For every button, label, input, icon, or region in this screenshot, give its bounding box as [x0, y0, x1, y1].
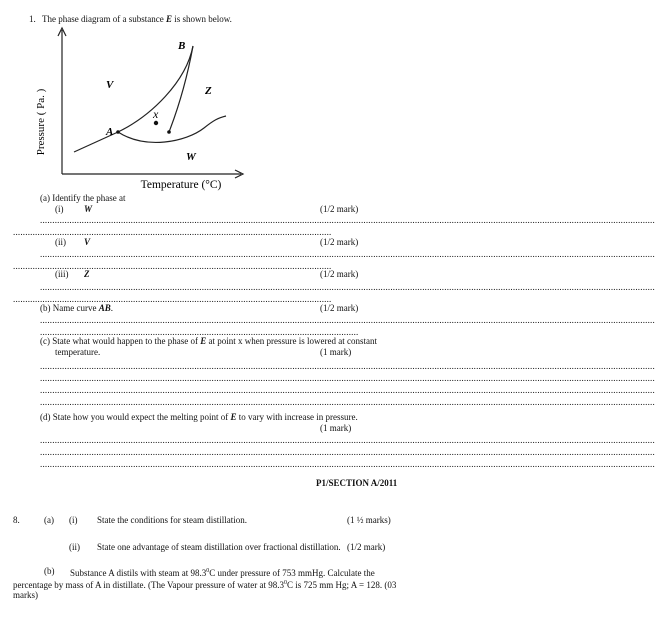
question-8-b-line2: percentage by mass of A in distillate. (The Vapour pressure of water at 98.3$^0$C is 725 mm Hg; A = 128. (03	[13, 580, 397, 590]
point-junction-marker	[167, 130, 171, 134]
question-8-part-a-label: (a)	[44, 515, 54, 525]
point-a-marker	[116, 130, 120, 134]
question-1-stem: The phase diagram of a substance E is shown below.	[42, 14, 232, 24]
part-d-marks: (1 mark)	[320, 423, 352, 433]
answer-line: ..................................................................................................................................	[13, 261, 332, 271]
point-x-marker	[154, 121, 158, 125]
question-8-b-line1: Substance A distils with steam at 98.3$^0$C under pressure of 753 mmHg. Calculate the	[70, 568, 375, 578]
region-v-label: V	[106, 79, 114, 91]
part-a-i-letter: W	[84, 204, 93, 214]
answer-line: ...........................................................................................................................................................................................................................................................	[40, 397, 655, 407]
part-a-ii-marks: (1/2 mark)	[320, 237, 359, 247]
question-8-a-ii-text: State one advantage of steam distillation over fractional distillation.	[97, 542, 341, 552]
question-8-a-ii-roman: (ii)	[69, 542, 80, 552]
part-a-i-marks: (1/2 mark)	[320, 204, 359, 214]
answer-line: ..................................................................................................................................	[13, 227, 332, 237]
question-1-number: 1.	[29, 14, 36, 24]
answer-line: ...........................................................................................................................................................................................................................................................	[40, 459, 655, 469]
part-b-question: (b) Name curve AB.	[40, 303, 113, 313]
question-8-a-i-roman: (i)	[69, 515, 78, 525]
question-8-a-ii-marks: (1/2 mark)	[347, 542, 386, 552]
part-a-ii-roman: (ii)	[55, 237, 66, 247]
y-axis-label: Pressure ( Pa. )	[35, 88, 47, 156]
phase-diagram	[36, 24, 246, 192]
answer-line: ...........................................................................................................................................................................................................................................................	[40, 447, 655, 457]
question-8-a-i-marks: (1 ½ marks)	[347, 515, 391, 525]
answer-line: ..................................................................................................................................	[13, 294, 332, 304]
part-a-iii-marks: (1/2 mark)	[320, 269, 359, 279]
answer-line: ...........................................................................................................................................................................................................................................................	[40, 361, 655, 371]
answer-line: ...........................................................................................................................................................................................................................................................	[40, 385, 655, 395]
answer-line: ...........................................................................................................................................................................................................................................................	[40, 373, 655, 383]
answer-line: ...........................................................................................................................................................................................................................................................	[40, 315, 655, 325]
answer-line: ..................................................................................................................................	[40, 327, 359, 337]
question-8-a-i-text: State the conditions for steam distillation.	[97, 515, 247, 525]
question-8-part-b-label: (b)	[44, 566, 55, 576]
region-w-label: W	[186, 151, 196, 163]
part-c-marks: (1 mark)	[320, 347, 352, 357]
part-b-marks: (1/2 mark)	[320, 303, 359, 313]
part-c-question-line2: temperature.	[55, 347, 101, 357]
part-a-i-roman: (i)	[55, 204, 64, 214]
point-b-label: B	[178, 40, 186, 52]
part-c-question-line1: (c) State what would happen to the phase of E at point x when pressure is lowered at constant	[40, 336, 377, 346]
question-8-number: 8.	[13, 515, 20, 525]
part-a-iii-letter: Z	[84, 269, 90, 279]
part-a-ii-letter: V	[84, 237, 91, 247]
part-d-question: (d) State how you would expect the melting point of E to vary with increase in pressure.	[40, 412, 358, 422]
question-8-b-line3: marks)	[13, 590, 38, 600]
answer-line: ...........................................................................................................................................................................................................................................................	[40, 215, 655, 225]
point-x-label: x	[153, 107, 159, 121]
part-a-prompt: (a) Identify the phase at	[40, 193, 126, 203]
section-reference: P1/SECTION A/2011	[316, 478, 398, 488]
answer-line: ...........................................................................................................................................................................................................................................................	[40, 435, 655, 445]
answer-line: ...........................................................................................................................................................................................................................................................	[40, 249, 655, 259]
part-a-iii-roman: (iii)	[55, 269, 69, 279]
point-a-label: A	[106, 126, 114, 138]
region-z-label: Z	[205, 85, 212, 97]
vaporisation-curve	[118, 116, 226, 142]
answer-line: ...........................................................................................................................................................................................................................................................	[40, 282, 655, 292]
x-axis-label: Temperature (°C)	[140, 179, 222, 191]
